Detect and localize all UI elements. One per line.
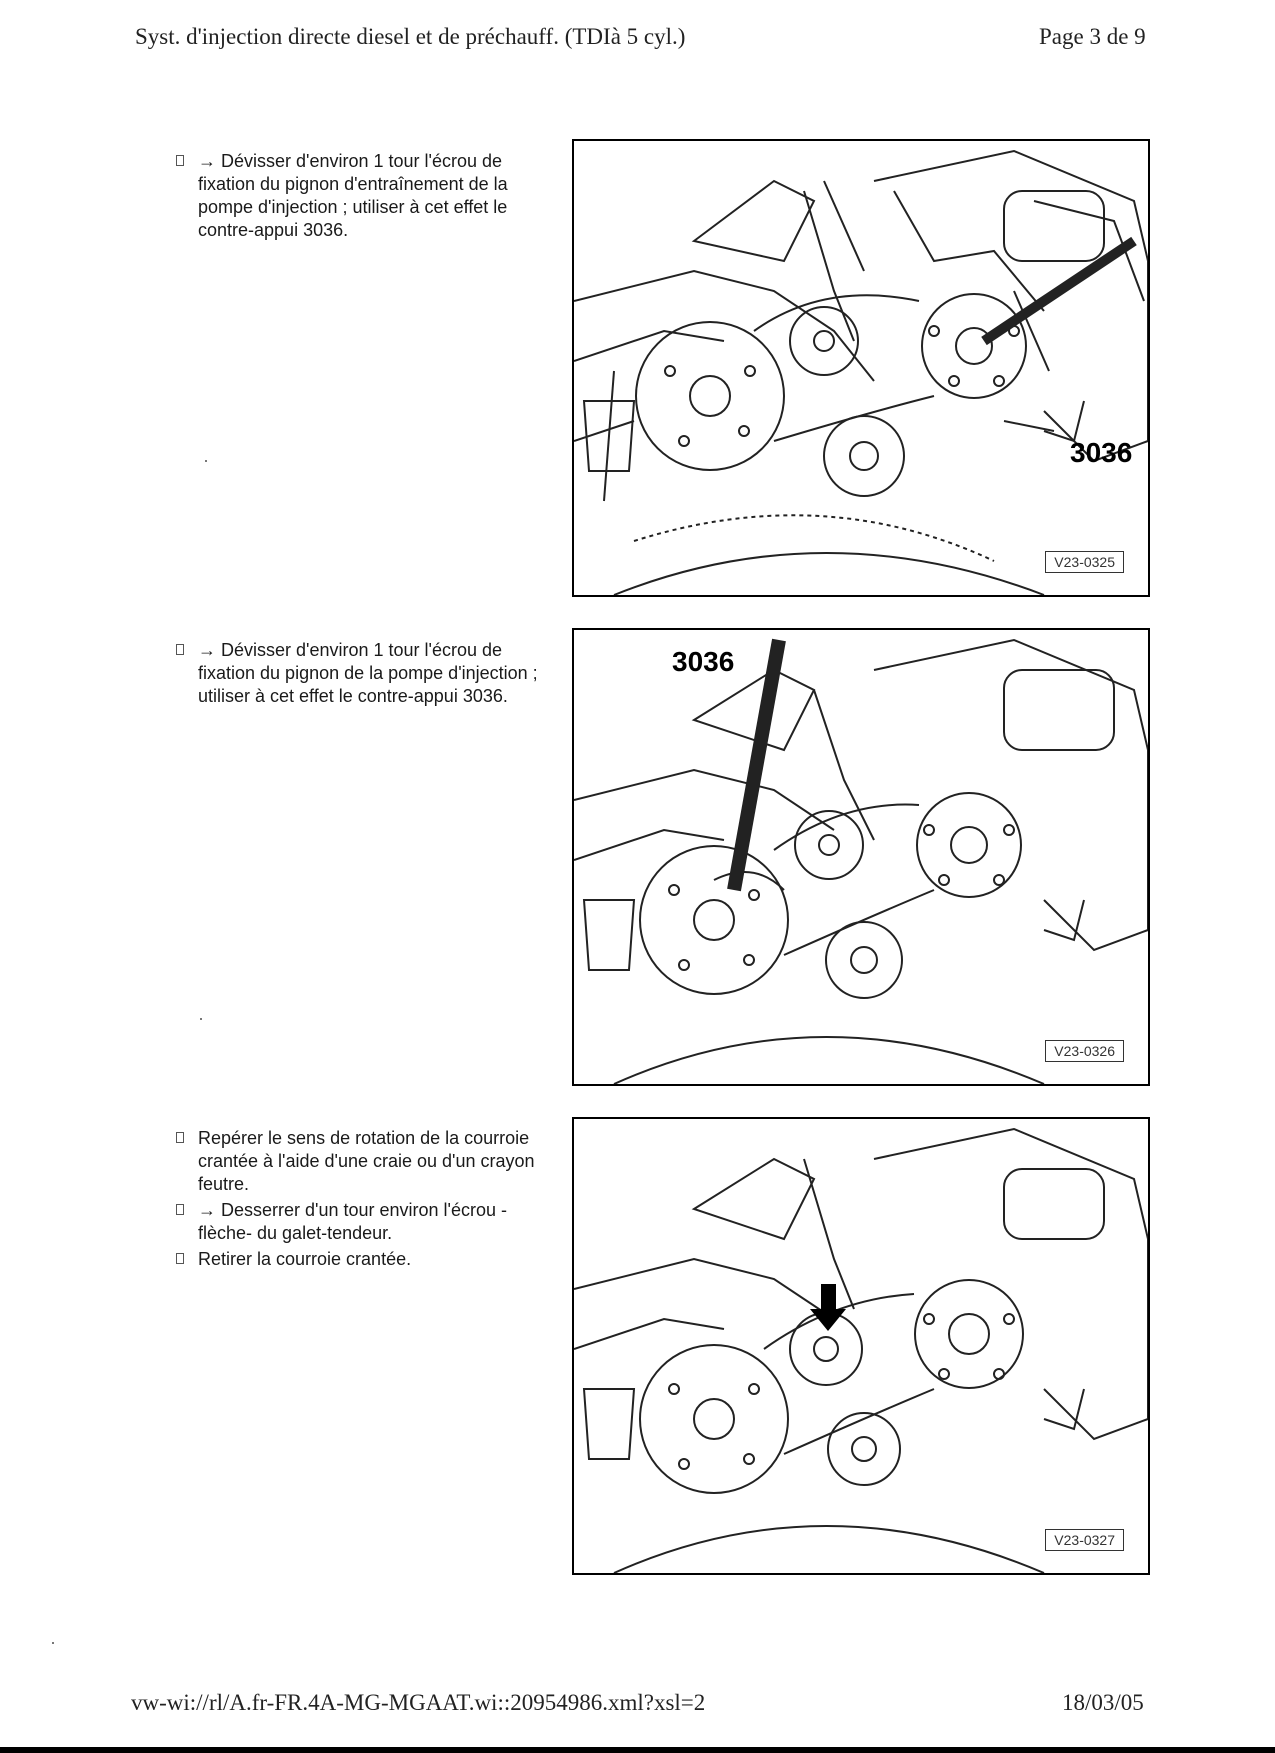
- step-item: [176, 1127, 546, 1196]
- step-item-text: → Dévisser d'environ 1 tour l'écrou de fixation du pignon d'entraînement de la pompe d'injection ; utiliser à cet effet le contre-appui 3036.: [198, 151, 508, 240]
- step-item-text: Retirer la courroie crantée.: [198, 1249, 412, 1269]
- page-number: Page 3 de 9: [1039, 24, 1146, 49]
- figure-label: V23-0326: [1045, 1040, 1124, 1062]
- checkbox-icon: [176, 1132, 184, 1143]
- checkbox-icon: [176, 155, 184, 166]
- step-item-text: → Dévisser d'environ 1 tour l'écrou de fixation du pignon de la pompe d'injection ; utiliser à cet effet le contre-appui 3036.: [198, 640, 538, 706]
- tool-callout: 3036: [672, 646, 735, 677]
- step-1-text: [176, 150, 546, 245]
- tool-callout: 3036: [1070, 437, 1133, 468]
- engine-illustration-1: [572, 139, 1150, 597]
- engine-illustration-3: [572, 1117, 1150, 1575]
- step-item: [176, 150, 546, 242]
- step-item-text: → Desserrer d'un tour environ l'écrou -flèche- du galet-tendeur.: [198, 1200, 507, 1243]
- engine-drawing: [574, 141, 1148, 595]
- engine-drawing: [574, 630, 1148, 1084]
- step-item-text: Repérer le sens de rotation de la courroie crantée à l'aide d'une craie ou d'un crayon feutre.: [198, 1128, 535, 1194]
- step-3-text: [176, 1127, 546, 1274]
- step-item: [176, 639, 546, 708]
- checkbox-icon: [176, 1204, 184, 1215]
- engine-drawing: [574, 1119, 1148, 1573]
- document-title: Syst. d'injection directe diesel et de préchauff. (TDIà 5 cyl.): [135, 24, 686, 49]
- step-item: [176, 1248, 546, 1271]
- step-item: [176, 1199, 546, 1245]
- step-2-text: [176, 639, 546, 711]
- page-edge: [0, 1747, 1275, 1753]
- checkbox-icon: [176, 1253, 184, 1264]
- scan-speck: [52, 1642, 54, 1644]
- engine-illustration-2: [572, 628, 1150, 1086]
- source-url: vw-wi://rl/A.fr-FR.4A-MG-MGAAT.wi::20954986.xml?xsl=2: [131, 1690, 706, 1715]
- checkbox-icon: [176, 644, 184, 655]
- figure-label: V23-0325: [1045, 551, 1124, 573]
- figure-label: V23-0327: [1045, 1529, 1124, 1551]
- print-date: 18/03/05: [1062, 1690, 1144, 1715]
- scan-speck: [200, 1018, 202, 1020]
- scan-speck: [205, 460, 207, 462]
